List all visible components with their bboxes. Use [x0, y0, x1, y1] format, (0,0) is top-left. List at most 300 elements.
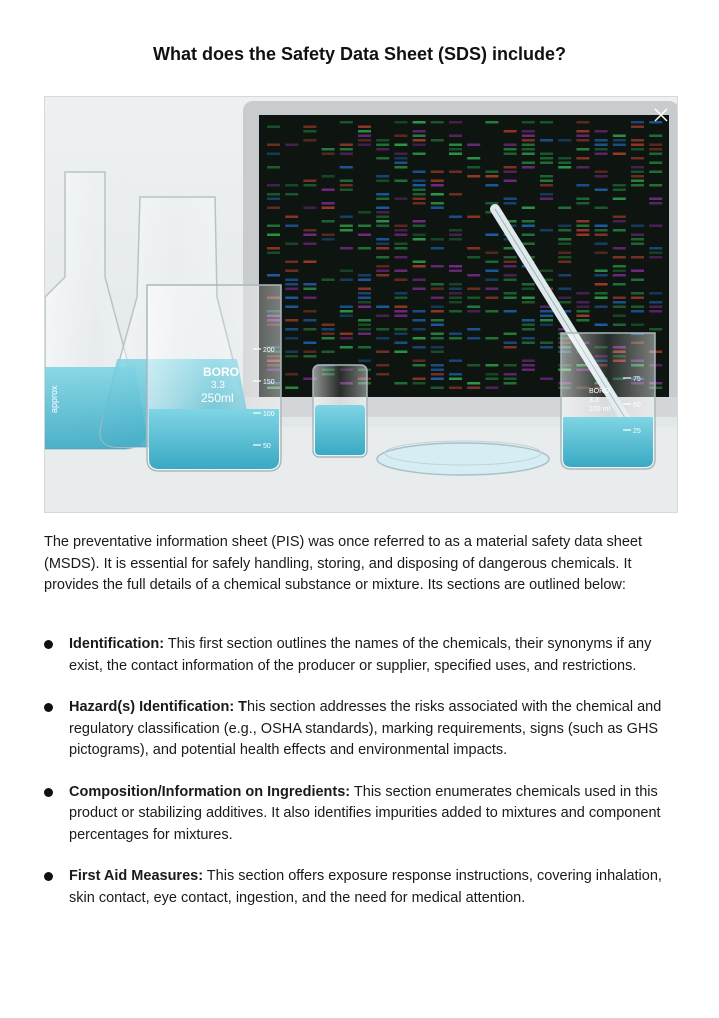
sequencing-band [431, 121, 444, 124]
sequencing-band [358, 225, 371, 228]
sequencing-band [595, 153, 608, 156]
sequencing-band [413, 184, 426, 187]
sequencing-band [449, 216, 462, 219]
sequencing-band [340, 229, 353, 232]
sequencing-band [285, 373, 298, 376]
sequencing-band [358, 279, 371, 282]
sequencing-band [376, 238, 389, 241]
sequencing-band [413, 121, 426, 124]
sequencing-band [267, 144, 280, 147]
item-term: Composition/Information on Ingredients: [69, 783, 351, 800]
sequencing-band [285, 193, 298, 196]
sequencing-band [431, 387, 444, 390]
sequencing-band [413, 225, 426, 228]
sequencing-band [649, 162, 662, 165]
sequencing-band [540, 315, 553, 318]
sequencing-band [485, 373, 498, 376]
sequencing-band [285, 225, 298, 228]
sequencing-band [340, 166, 353, 169]
sequencing-band [267, 126, 280, 129]
sequencing-band [394, 121, 407, 124]
sequencing-band [394, 198, 407, 201]
sequencing-band [285, 355, 298, 358]
sequencing-band [322, 279, 335, 282]
sequencing-band [576, 121, 589, 124]
intro-paragraph: The preventative information sheet (PIS) was once referred to as a material safety data sheet (MSDS). It is essential for safely handling, storing, and disposing of dangerous chemicals. It provides the full details of a chemical substance or mixture. Its sections are outlined below: [44, 534, 643, 593]
sequencing-band [449, 288, 462, 291]
sequencing-band [649, 252, 662, 255]
sequencing-band [631, 256, 644, 259]
sequencing-band [285, 387, 298, 390]
sequencing-band [504, 261, 517, 264]
sequencing-band [394, 351, 407, 354]
graduation-label: BORO [589, 388, 610, 395]
sequencing-band [303, 130, 316, 133]
sequencing-band [449, 121, 462, 124]
sequencing-band [394, 297, 407, 300]
sequencing-band [376, 315, 389, 318]
sequencing-band [340, 184, 353, 187]
sequencing-band [522, 364, 535, 367]
sequencing-band [449, 148, 462, 151]
sequencing-band [431, 202, 444, 205]
sequencing-band [394, 342, 407, 345]
sequencing-band [467, 274, 480, 277]
sequencing-band [358, 135, 371, 138]
bullet-icon [44, 640, 53, 649]
sequencing-band [631, 121, 644, 124]
sequencing-band [631, 234, 644, 237]
sequencing-band [558, 256, 571, 259]
sequencing-band [449, 193, 462, 196]
sequencing-band [558, 301, 571, 304]
sequencing-band [504, 198, 517, 201]
sequencing-band [358, 328, 371, 331]
sequencing-band [449, 337, 462, 340]
sequencing-band [576, 229, 589, 232]
sequencing-band [431, 364, 444, 367]
sequencing-band [631, 324, 644, 327]
sequencing-band [322, 189, 335, 192]
sequencing-band [504, 202, 517, 205]
sequencing-band [394, 144, 407, 147]
item-text: This first section outlines the names of the chemicals, their synonyms if any exist, the contact information of the producer or supplier, specified uses, and restrictions. [69, 636, 652, 674]
sequencing-band [649, 148, 662, 151]
sequencing-band [285, 270, 298, 273]
sequencing-band [376, 193, 389, 196]
sequencing-band [504, 274, 517, 277]
sequencing-band [322, 153, 335, 156]
sequencing-band [322, 324, 335, 327]
sequencing-band [376, 328, 389, 331]
sequencing-band [431, 238, 444, 241]
sequencing-band [449, 283, 462, 286]
sequencing-band [376, 144, 389, 147]
sequencing-band [358, 297, 371, 300]
sequencing-band [285, 144, 298, 147]
sequencing-band [631, 270, 644, 273]
sequencing-band [358, 274, 371, 277]
sequencing-band [485, 337, 498, 340]
sequencing-band [413, 153, 426, 156]
sequencing-band [431, 337, 444, 340]
sequencing-band [522, 166, 535, 169]
sequencing-band [303, 328, 316, 331]
flask-text: approx [49, 385, 59, 413]
sequencing-band [467, 364, 480, 367]
sequencing-band [649, 202, 662, 205]
bullet-icon [44, 872, 53, 881]
sequencing-band [413, 198, 426, 201]
sequencing-band [376, 180, 389, 183]
sequencing-band [613, 135, 626, 138]
sequencing-band [394, 247, 407, 250]
sequencing-band [504, 382, 517, 385]
sequencing-band [376, 139, 389, 142]
sequencing-band [595, 306, 608, 309]
sequencing-band [485, 378, 498, 381]
sequencing-band [394, 153, 407, 156]
sequencing-band [631, 292, 644, 295]
sequencing-band [649, 184, 662, 187]
sequencing-band [540, 378, 553, 381]
item-text: This section enumerates chemicals used in this product or stabilizing additives. It also identifies impurities added to mixtures and component percentages for mixtures. [69, 783, 661, 843]
sequencing-band [504, 148, 517, 151]
sequencing-band [413, 238, 426, 241]
sequencing-band [485, 364, 498, 367]
sequencing-band [504, 171, 517, 174]
sequencing-band [649, 247, 662, 250]
sequencing-band [431, 247, 444, 250]
sequencing-band [285, 216, 298, 219]
sequencing-band [449, 387, 462, 390]
sequencing-band [376, 243, 389, 246]
sequencing-band [340, 144, 353, 147]
beaker-100ml-liquid [563, 417, 653, 467]
sequencing-band [522, 220, 535, 223]
sequencing-band [413, 288, 426, 291]
sequencing-band [303, 207, 316, 210]
sequencing-band [485, 171, 498, 174]
sequencing-band [558, 261, 571, 264]
sequencing-band [467, 310, 480, 313]
sequencing-band [413, 171, 426, 174]
sequencing-band [540, 324, 553, 327]
sequencing-band [413, 378, 426, 381]
sequencing-band [504, 265, 517, 268]
list-item [44, 782, 684, 847]
sequencing-band [613, 315, 626, 318]
sequencing-band [376, 373, 389, 376]
sequencing-band [631, 148, 644, 151]
sequencing-band [467, 306, 480, 309]
sequencing-band [431, 333, 444, 336]
sequencing-band [340, 153, 353, 156]
sequencing-band [467, 247, 480, 250]
sequencing-band [358, 301, 371, 304]
sequencing-band [485, 121, 498, 124]
sequencing-band [467, 337, 480, 340]
sequencing-band [576, 198, 589, 201]
sequencing-band [613, 301, 626, 304]
sequencing-band [303, 243, 316, 246]
sequencing-band [358, 288, 371, 291]
sequencing-band [540, 193, 553, 196]
sequencing-band [413, 202, 426, 205]
sequencing-band [394, 162, 407, 165]
sequencing-band [376, 207, 389, 210]
sequencing-band [394, 229, 407, 232]
sequencing-band [322, 337, 335, 340]
sequencing-band [558, 207, 571, 210]
sequencing-band [303, 180, 316, 183]
sequencing-band [394, 256, 407, 259]
sequencing-band [358, 346, 371, 349]
sequencing-band [504, 373, 517, 376]
sequencing-band [376, 274, 389, 277]
sequencing-band [595, 139, 608, 142]
sequencing-band [558, 288, 571, 291]
sequencing-band [449, 229, 462, 232]
sequencing-band [431, 324, 444, 327]
sequencing-band [613, 153, 626, 156]
sequencing-band [576, 301, 589, 304]
sequencing-band [267, 207, 280, 210]
sequencing-band [322, 238, 335, 241]
sequencing-band [376, 198, 389, 201]
sequencing-band [303, 234, 316, 237]
sequencing-band [303, 342, 316, 345]
sequencing-band [649, 121, 662, 124]
sequencing-band [413, 319, 426, 322]
sequencing-band [413, 279, 426, 282]
sequencing-band [631, 166, 644, 169]
sequencing-band [522, 369, 535, 372]
sequencing-band [576, 139, 589, 142]
sequencing-band [558, 139, 571, 142]
sds-sections-list [44, 634, 684, 929]
sequencing-band [449, 144, 462, 147]
sequencing-band [613, 184, 626, 187]
sequencing-band [358, 292, 371, 295]
sequencing-band [285, 319, 298, 322]
sequencing-band [413, 346, 426, 349]
sequencing-band [394, 382, 407, 385]
sequencing-band [340, 216, 353, 219]
sequencing-band [558, 297, 571, 300]
sequencing-band [540, 175, 553, 178]
graduation-label: 25 [633, 428, 641, 435]
sequencing-band [649, 171, 662, 174]
sequencing-band [285, 288, 298, 291]
sequencing-band [340, 346, 353, 349]
sequencing-band [595, 234, 608, 237]
sequencing-band [504, 144, 517, 147]
sequencing-band [613, 139, 626, 142]
sequencing-band [303, 139, 316, 142]
sequencing-band [595, 283, 608, 286]
sequencing-band [413, 144, 426, 147]
sequencing-band [595, 130, 608, 133]
sequencing-band [413, 261, 426, 264]
sequencing-band [613, 256, 626, 259]
sequencing-band [322, 351, 335, 354]
sequencing-band [376, 211, 389, 214]
sequencing-band [504, 256, 517, 259]
sequencing-band [595, 189, 608, 192]
sequencing-band [413, 328, 426, 331]
sequencing-band [613, 324, 626, 327]
sequencing-band [467, 256, 480, 259]
item-text: This section offers exposure response instructions, covering inhalation, skin contact, eye contact, ingestion, and the need for medical attention. [69, 868, 662, 906]
sequencing-band [322, 148, 335, 151]
sequencing-band [485, 288, 498, 291]
sequencing-band [504, 130, 517, 133]
sequencing-band [558, 238, 571, 241]
sequencing-band [504, 279, 517, 282]
sequencing-band [649, 256, 662, 259]
sequencing-band [485, 175, 498, 178]
sequencing-band [613, 270, 626, 273]
sequencing-band [394, 243, 407, 246]
graduation-label: 3.3 [589, 397, 599, 404]
sequencing-band [631, 238, 644, 241]
sequencing-band [376, 216, 389, 219]
sequencing-band [540, 184, 553, 187]
graduation-label: 150 [263, 379, 275, 386]
sequencing-band [394, 180, 407, 183]
sequencing-band [413, 135, 426, 138]
sequencing-band [576, 234, 589, 237]
sequencing-band [595, 252, 608, 255]
item-term: Hazard(s) Identification: T [69, 699, 248, 715]
sequencing-band [413, 234, 426, 237]
item-term: Identification: [69, 636, 165, 652]
sequencing-band [540, 310, 553, 313]
sequencing-band [285, 337, 298, 340]
sequencing-band [449, 238, 462, 241]
graduation-label: 100 [263, 411, 275, 418]
sequencing-band [267, 193, 280, 196]
sequencing-band [540, 342, 553, 345]
sequencing-band [449, 310, 462, 313]
sequencing-band [467, 144, 480, 147]
sequencing-band [631, 171, 644, 174]
sequencing-band [631, 157, 644, 160]
sequencing-band [413, 189, 426, 192]
beaker-label-2: 3.3 [211, 380, 225, 391]
sequencing-band [576, 319, 589, 322]
sequencing-band [504, 378, 517, 381]
sequencing-band [431, 184, 444, 187]
sequencing-band [376, 175, 389, 178]
sequencing-band [485, 252, 498, 255]
sequencing-band [267, 198, 280, 201]
sequencing-band [340, 270, 353, 273]
sequencing-band [504, 364, 517, 367]
sequencing-band [413, 337, 426, 340]
sequencing-band [485, 297, 498, 300]
graduation-label: 50 [263, 443, 271, 450]
sequencing-band [358, 234, 371, 237]
sequencing-band [595, 274, 608, 277]
sequencing-band [340, 121, 353, 124]
sequencing-band [467, 328, 480, 331]
sequencing-band [340, 247, 353, 250]
sequencing-band [595, 324, 608, 327]
sequencing-band [376, 256, 389, 259]
sequencing-band [394, 270, 407, 273]
sequencing-band [467, 297, 480, 300]
item-text: his section addresses the risks associated with the chemical and regulatory classification (e.g., OSHA standards), marking requirements, signs (such as GHS pictograms), and potential health effects and environmental impacts. [69, 699, 662, 758]
sequencing-band [394, 234, 407, 237]
sequencing-band [322, 207, 335, 210]
sequencing-band [413, 180, 426, 183]
sequencing-band [303, 288, 316, 291]
sequencing-band [631, 310, 644, 313]
sequencing-band [576, 148, 589, 151]
sequencing-band [303, 310, 316, 313]
sequencing-band [394, 315, 407, 318]
sequencing-band [576, 184, 589, 187]
sequencing-band [558, 162, 571, 165]
sequencing-band [449, 378, 462, 381]
sequencing-band [467, 157, 480, 160]
sequencing-band [558, 243, 571, 246]
sequencing-band [522, 297, 535, 300]
sequencing-band [540, 162, 553, 165]
sequencing-band [613, 189, 626, 192]
sequencing-band [522, 207, 535, 210]
sequencing-band [595, 148, 608, 151]
sequencing-band [413, 382, 426, 385]
list-item [44, 634, 684, 677]
sequencing-band [631, 243, 644, 246]
lab-glassware-photo [44, 96, 678, 513]
sequencing-band [340, 306, 353, 309]
sequencing-band [649, 292, 662, 295]
bullet-icon [44, 788, 53, 797]
sequencing-band [649, 198, 662, 201]
sequencing-band [340, 337, 353, 340]
sequencing-band [467, 175, 480, 178]
sequencing-band [467, 216, 480, 219]
sequencing-band [431, 310, 444, 313]
sequencing-band [576, 306, 589, 309]
sequencing-band [413, 130, 426, 133]
beaker-liquid [149, 409, 279, 469]
sequencing-band [504, 153, 517, 156]
list-item [44, 866, 684, 909]
sequencing-band [613, 283, 626, 286]
sequencing-band [449, 270, 462, 273]
sequencing-band [449, 234, 462, 237]
sequencing-band [613, 265, 626, 268]
sequencing-band [595, 144, 608, 147]
graduation-label: 50 [633, 402, 641, 409]
sequencing-band [485, 270, 498, 273]
sequencing-band [431, 171, 444, 174]
sequencing-band [449, 135, 462, 138]
sequencing-band [595, 175, 608, 178]
sequencing-band [431, 265, 444, 268]
sequencing-band [394, 292, 407, 295]
sequencing-band [595, 171, 608, 174]
sequencing-band [522, 328, 535, 331]
sequencing-band [376, 225, 389, 228]
sequencing-band [394, 157, 407, 160]
sequencing-band [449, 373, 462, 376]
